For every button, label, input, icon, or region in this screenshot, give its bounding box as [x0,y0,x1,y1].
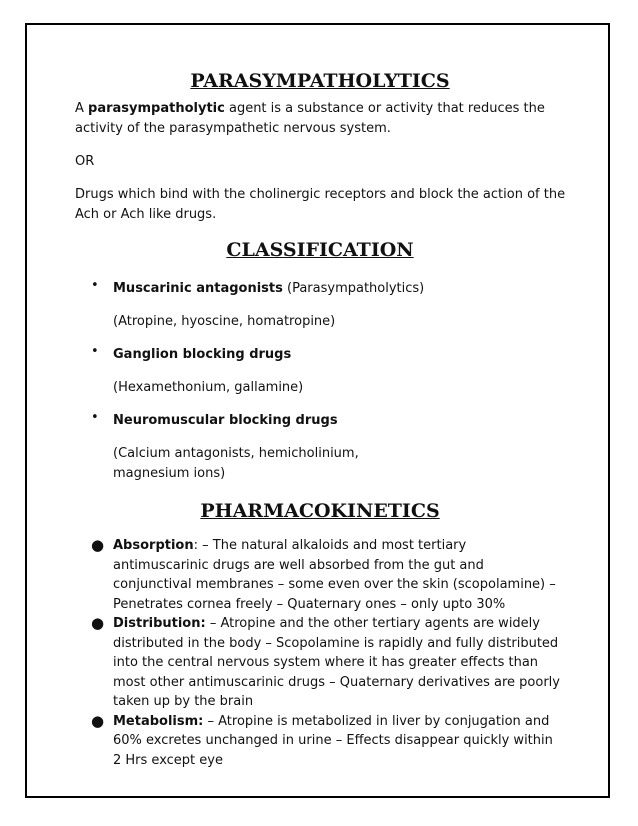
list-item [75,614,563,712]
list-item [75,345,575,398]
intro-lead: A [75,101,89,116]
pk-sep: – [203,713,219,729]
pharmacokinetics-list [75,536,575,770]
pk-term: Distribution: [113,616,206,631]
intro-paragraph [75,99,575,139]
intro-rest: agent is a substance or activity that reduces the activity of the parasympathetic nervous system. [75,101,545,136]
pk-text: Atropine and the other tertiary agents are widely distributed in the body – Scopolamine is rapidly and fully distributed into the central nervous system where it has greater effects than most other antimuscarinic drugs – Quaternary derivatives are poorly taken up by the brain [113,616,560,709]
class-examples: (Calcium antagonists, hemicholinium, magnesium ions) [113,446,359,481]
class-examples: (Hexamethonium, gallamine) [113,380,304,395]
class-title: Ganglion blocking drugs [113,347,292,362]
or-text: OR [75,154,95,169]
class-suffix: (Parasympatholytics) [282,281,425,296]
class-title: Muscarinic antagonists [113,281,283,296]
pk-text: The natural alkaloids and most tertiary antimuscarinic drugs are well absorbed from the gut and conjunctival membranes – some even over the skin (scopolamine) – Penetrates cornea freely – Quaternary ones – only upto 30% [113,538,556,612]
page-title: PARASYMPATHOLYTICS [190,70,450,92]
pk-sep: : – [193,538,213,553]
list-item [75,411,575,484]
class-examples: (Atropine, hyoscine, homatropine) [113,314,336,329]
drugs-definition: Drugs which bind with the cholinergic receptors and block the action of the Ach or Ach like drugs. [75,187,566,222]
class-title: Neuromuscular blocking drugs [113,413,338,428]
bullet-icon: • [91,344,99,359]
pk-term: Metabolism: [113,713,204,729]
bullet-icon: • [91,278,99,293]
pk-term: Absorption [113,538,194,553]
classification-list [75,279,575,484]
bullet-icon: ● [91,614,105,632]
pk-sep: – [205,616,221,631]
classification-heading: CLASSIFICATION [226,239,414,261]
bullet-icon: • [91,410,99,425]
bullet-icon: ● [91,536,105,554]
bullet-icon: ● [91,711,105,730]
list-item [75,712,563,771]
list-item [75,279,575,332]
pk-text: Atropine is metabolized in liver by conjugation and 60% excretes unchanged in urine – Effects disappear quickly within 2 Hrs except eye [113,713,553,768]
intro-term: parasympatholytic [88,101,225,116]
pharmacokinetics-heading: PHARMACOKINETICS [200,500,440,522]
document-body [75,70,575,770]
list-item [75,536,563,614]
